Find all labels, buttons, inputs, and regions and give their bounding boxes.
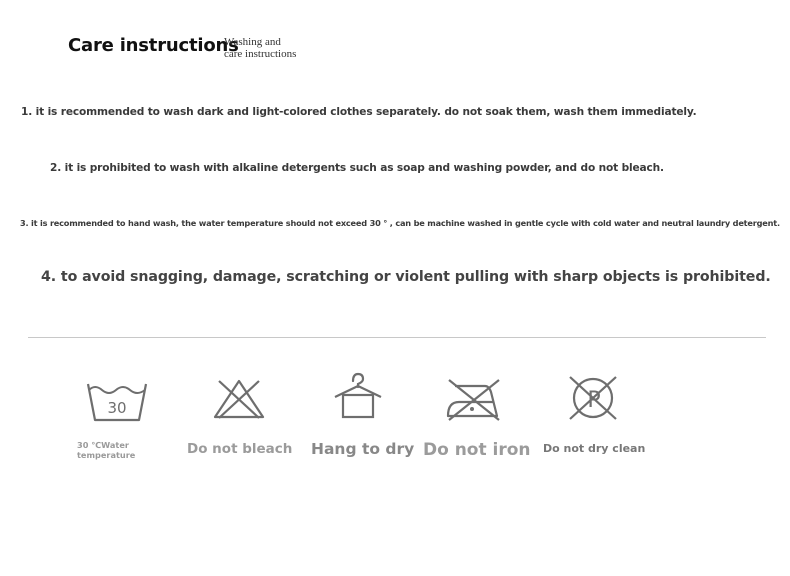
no-iron-icon bbox=[445, 376, 501, 422]
no-dry-clean-label: Do not dry clean bbox=[543, 442, 646, 455]
no-bleach-icon bbox=[211, 377, 267, 421]
no-iron-label: Do not iron bbox=[423, 440, 531, 460]
divider bbox=[28, 337, 766, 338]
no-dry-clean-icon bbox=[566, 374, 620, 422]
wash-30-icon bbox=[86, 380, 148, 424]
instruction-3: 3. it is recommended to hand wash, the water temperature should not exceed 30 ° , can be machine washed in gentle cycle with cold water and neutral laundry detergent. bbox=[20, 218, 780, 228]
subtitle-line-2: care instructions bbox=[224, 48, 297, 60]
wash-temperature-label: 30 ℃Water temperature bbox=[77, 440, 136, 460]
subtitle-line-1: Washing and bbox=[224, 36, 281, 48]
hang-dry-icon bbox=[331, 371, 383, 421]
dry-clean-letter: P bbox=[587, 388, 601, 413]
wash-temperature-number: 30 bbox=[107, 399, 127, 417]
page-title: Care instructions bbox=[68, 35, 239, 56]
hang-dry-label: Hang to dry bbox=[311, 440, 415, 458]
instruction-4: 4. to avoid snagging, damage, scratching or violent pulling with sharp objects is prohibited. bbox=[41, 269, 771, 285]
instruction-1: 1. it is recommended to wash dark and light-colored clothes separately. do not soak them, wash them immediately. bbox=[21, 106, 697, 118]
page-subtitle bbox=[224, 36, 296, 60]
instruction-2: 2. it is prohibited to wash with alkaline detergents such as soap and washing powder, and do not bleach. bbox=[50, 162, 664, 174]
no-bleach-label: Do not bleach bbox=[187, 441, 293, 457]
